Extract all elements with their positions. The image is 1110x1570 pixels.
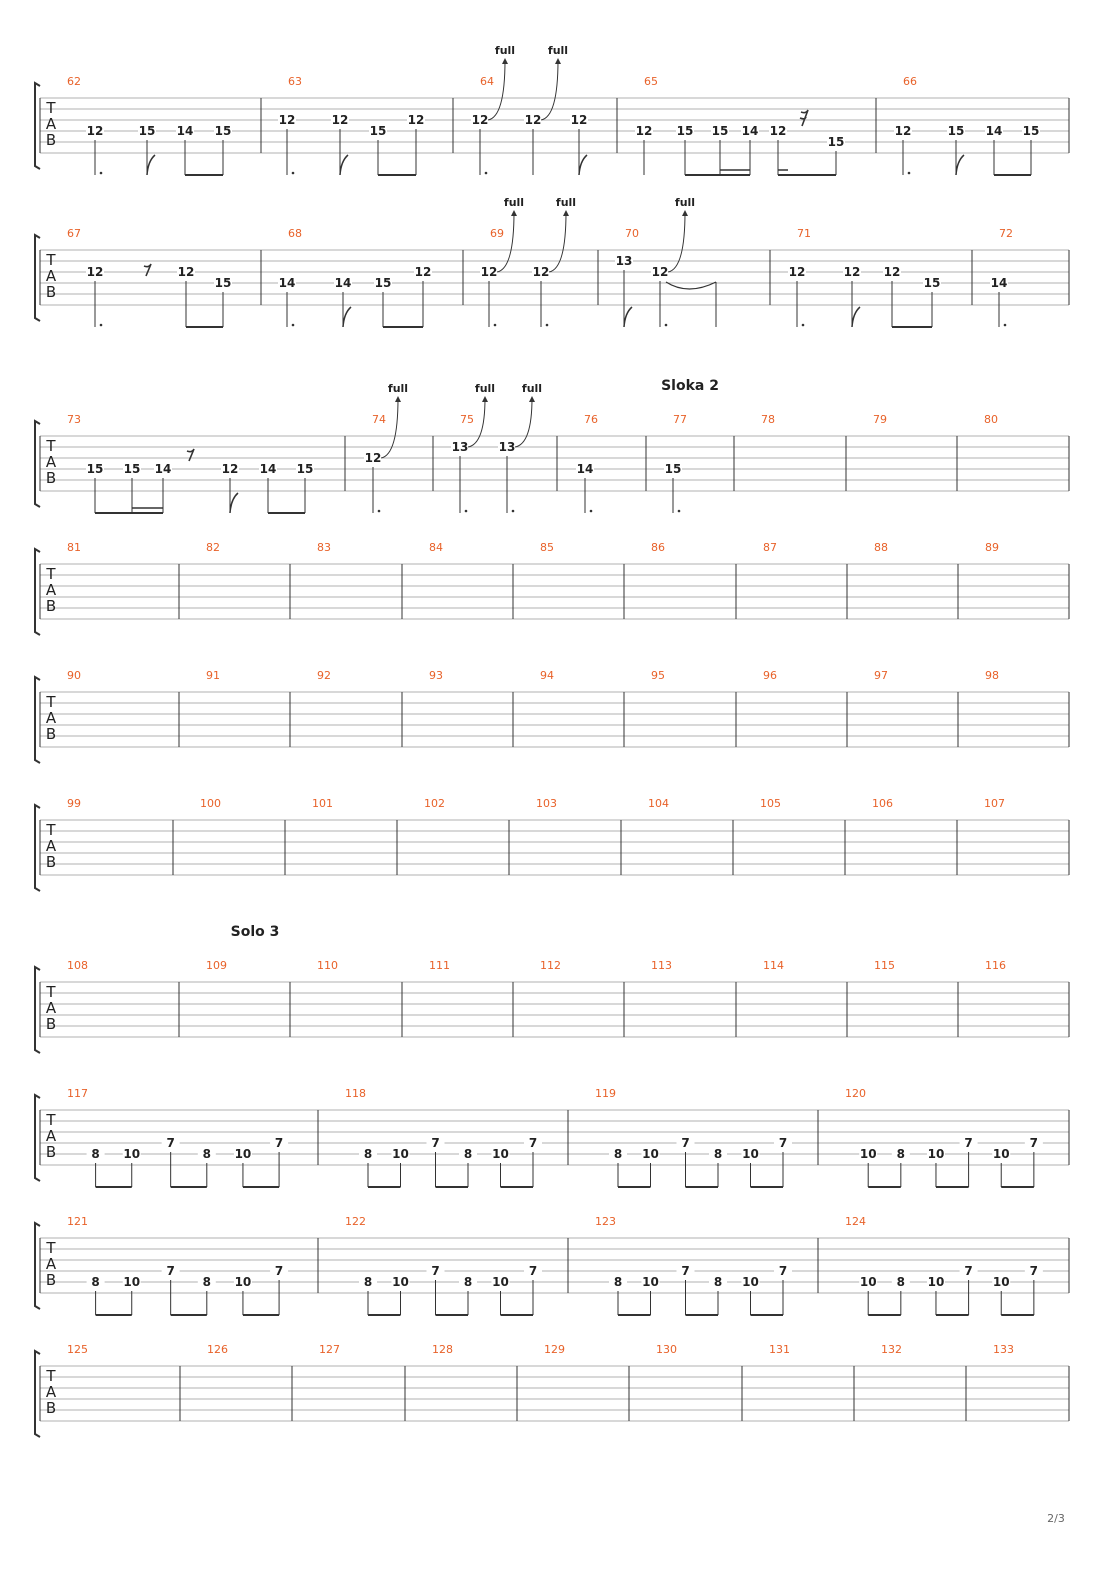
fret-number: 8	[896, 1147, 906, 1161]
fret-number: 12	[894, 124, 912, 138]
fret-number: 12	[414, 265, 432, 279]
fret-number: 10	[392, 1275, 409, 1289]
fret-number: 14	[576, 462, 594, 476]
tab-clef-letter: B	[45, 1015, 57, 1033]
measure-number: 107	[984, 797, 1005, 810]
fret-number: 14	[154, 462, 172, 476]
tab-clef-letter: A	[45, 1383, 57, 1401]
fret-number: 8	[463, 1275, 473, 1289]
bend-arrowhead-icon	[555, 58, 561, 64]
fret-number: 8	[202, 1275, 211, 1289]
system-bracket	[35, 1095, 40, 1181]
tab-clef-letter: B	[45, 1399, 57, 1417]
fret-number: 7	[528, 1136, 538, 1150]
bend-curve	[668, 212, 685, 272]
measure-number: 105	[760, 797, 781, 810]
bend-arrowhead-icon	[511, 210, 517, 216]
measure-number: 103	[536, 797, 557, 810]
fret-number: 14	[278, 276, 296, 290]
fret-number: 12	[524, 113, 542, 127]
fret-number: 14	[176, 124, 194, 138]
measure-number: 97	[874, 669, 888, 682]
fret-number: 14	[985, 124, 1003, 138]
measure-number: 68	[288, 227, 302, 240]
measure-number: 73	[67, 413, 81, 426]
fret-number: 12	[177, 265, 195, 279]
fret-number: 12	[788, 265, 806, 279]
measure-number: 129	[544, 1343, 565, 1356]
measure-number: 64	[480, 75, 494, 88]
tab-clef-letter: B	[45, 597, 57, 615]
note-flag	[230, 493, 238, 513]
bend-arrowhead-icon	[563, 210, 569, 216]
system-bracket	[35, 1351, 40, 1437]
fret-number: 10	[392, 1147, 409, 1161]
measure-number: 92	[317, 669, 331, 682]
tab-system	[35, 1343, 1069, 1437]
measure-number: 96	[763, 669, 777, 682]
bend-curve	[541, 60, 558, 120]
measure-number: 106	[872, 797, 893, 810]
measure-number: 91	[206, 669, 220, 682]
fret-number: 8	[896, 1275, 906, 1289]
bend-curve	[488, 60, 505, 120]
fret-number: 14	[741, 124, 759, 138]
tab-clef-letter: A	[45, 709, 57, 727]
dot	[292, 172, 295, 175]
tab-clef-letter: T	[46, 437, 56, 455]
fret-number: 12	[364, 451, 382, 465]
measure-number: 70	[625, 227, 639, 240]
measure-number: 121	[67, 1215, 88, 1228]
bend-arrowhead-icon	[682, 210, 688, 216]
tab-clef-letter: T	[46, 1239, 56, 1257]
fret-number: 10	[492, 1147, 509, 1161]
fret-number: 8	[363, 1275, 373, 1289]
bend-arrowhead-icon	[529, 396, 535, 402]
bend-label: full	[474, 382, 496, 395]
measure-number: 93	[429, 669, 443, 682]
fret-number: 8	[91, 1147, 100, 1161]
fret-number: 12	[407, 113, 425, 127]
fret-number: 10	[992, 1147, 1010, 1161]
fret-number: 10	[859, 1147, 877, 1161]
bend-arrowhead-icon	[395, 396, 401, 402]
measure-number: 122	[345, 1215, 366, 1228]
measure-number: 118	[345, 1087, 366, 1100]
bend-label: full	[547, 44, 569, 57]
tab-clef-letter: A	[45, 453, 57, 471]
fret-number: 7	[681, 1136, 690, 1150]
measure-number: 75	[460, 413, 474, 426]
fret-number: 10	[927, 1147, 945, 1161]
measure-number: 130	[656, 1343, 677, 1356]
fret-number: 7	[1029, 1136, 1039, 1150]
tab-clef-letter: B	[45, 1143, 57, 1161]
eighth-rest-icon	[144, 264, 151, 276]
fret-number: 12	[635, 124, 653, 138]
fret-number: 15	[214, 124, 232, 138]
section-label: Sloka 2	[661, 378, 719, 394]
fret-number: 7	[778, 1136, 788, 1150]
tab-system	[35, 44, 1069, 175]
page-number: 2/3	[1047, 1512, 1065, 1525]
measure-number: 87	[763, 541, 777, 554]
fret-number: 7	[166, 1136, 175, 1150]
measure-number: 104	[648, 797, 669, 810]
tab-clef-letter: B	[45, 469, 57, 487]
measure-number: 110	[317, 959, 338, 972]
fret-number: 8	[363, 1147, 373, 1161]
system-bracket	[35, 549, 40, 635]
fret-number: 15	[296, 462, 314, 476]
fret-number: 14	[990, 276, 1008, 290]
fret-number: 8	[202, 1147, 211, 1161]
measure-number: 77	[673, 413, 687, 426]
measure-number: 86	[651, 541, 665, 554]
measure-number: 84	[429, 541, 443, 554]
fret-number: 15	[374, 276, 392, 290]
measure-number: 123	[595, 1215, 616, 1228]
fret-number: 15	[711, 124, 729, 138]
measure-number: 66	[903, 75, 917, 88]
tab-clef-letter: T	[46, 1111, 56, 1129]
fret-number: 12	[570, 113, 588, 127]
measure-number: 74	[372, 413, 386, 426]
measure-number: 72	[999, 227, 1013, 240]
tab-clef-letter: A	[45, 837, 57, 855]
fret-number: 8	[613, 1147, 623, 1161]
fret-number: 12	[331, 113, 349, 127]
fret-number: 12	[221, 462, 239, 476]
fret-number: 15	[138, 124, 156, 138]
bend-curve	[497, 212, 514, 272]
fret-number: 7	[274, 1136, 284, 1150]
fret-number: 7	[528, 1264, 538, 1278]
fret-number: 15	[947, 124, 965, 138]
fret-number: 15	[827, 135, 845, 149]
tab-system	[35, 378, 1069, 513]
tab-clef-letter: B	[45, 725, 57, 743]
dot	[665, 324, 668, 327]
measure-number: 128	[432, 1343, 453, 1356]
tab-clef-letter: T	[46, 821, 56, 839]
fret-number: 8	[713, 1275, 723, 1289]
dot	[100, 172, 103, 175]
bend-arrowhead-icon	[482, 396, 488, 402]
eighth-rest-icon	[187, 449, 194, 461]
fret-number: 12	[86, 265, 104, 279]
system-bracket	[35, 967, 40, 1053]
measure-number: 83	[317, 541, 331, 554]
measure-number: 127	[319, 1343, 340, 1356]
measure-number: 101	[312, 797, 333, 810]
tab-system	[35, 1087, 1069, 1187]
tab-clef-letter: B	[45, 853, 57, 871]
fret-number: 7	[431, 1264, 440, 1278]
fret-number: 10	[234, 1275, 252, 1289]
tab-clef-letter: T	[46, 251, 56, 269]
fret-number: 15	[123, 462, 141, 476]
fret-number: 12	[843, 265, 861, 279]
fret-number: 10	[992, 1275, 1010, 1289]
measure-number: 126	[207, 1343, 228, 1356]
bend-curve	[381, 398, 398, 458]
fret-number: 8	[463, 1147, 473, 1161]
fret-number: 15	[369, 124, 387, 138]
fret-number: 14	[334, 276, 352, 290]
tab-clef-letter: T	[46, 1367, 56, 1385]
tab-clef-letter: A	[45, 1127, 57, 1145]
dot	[378, 510, 381, 513]
measure-number: 69	[490, 227, 504, 240]
tab-clef-letter: T	[46, 99, 56, 117]
fret-number: 10	[234, 1147, 252, 1161]
system-bracket	[35, 1223, 40, 1309]
measure-number: 131	[769, 1343, 790, 1356]
tab-system	[35, 797, 1069, 891]
bend-label: full	[555, 196, 577, 209]
section-label: Solo 3	[230, 924, 280, 940]
note-flag	[579, 155, 587, 175]
fret-number: 12	[651, 265, 669, 279]
tab-system	[35, 541, 1069, 635]
fret-number: 8	[613, 1275, 623, 1289]
dot	[465, 510, 468, 513]
tab-system	[35, 669, 1069, 763]
system-bracket	[35, 83, 40, 169]
measure-number: 79	[873, 413, 887, 426]
fret-number: 14	[259, 462, 277, 476]
fret-number: 7	[431, 1136, 440, 1150]
note-flag	[956, 155, 964, 175]
dot	[512, 510, 515, 513]
measure-number: 63	[288, 75, 302, 88]
tab-clef-letter: A	[45, 1255, 57, 1273]
fret-number: 13	[615, 254, 633, 268]
measure-number: 67	[67, 227, 81, 240]
measure-number: 99	[67, 797, 81, 810]
system-bracket	[35, 677, 40, 763]
dot	[494, 324, 497, 327]
fret-number: 10	[123, 1147, 141, 1161]
measure-number: 114	[763, 959, 784, 972]
tab-clef-letter: A	[45, 999, 57, 1017]
tab-system	[35, 196, 1069, 327]
fret-number: 12	[86, 124, 104, 138]
dot	[590, 510, 593, 513]
measure-number: 65	[644, 75, 658, 88]
note-flag	[147, 155, 155, 175]
fret-number: 12	[883, 265, 901, 279]
fret-number: 7	[274, 1264, 284, 1278]
measure-number: 62	[67, 75, 81, 88]
measure-number: 71	[797, 227, 811, 240]
tab-clef-letter: A	[45, 115, 57, 133]
bend-label: full	[503, 196, 525, 209]
measure-number: 89	[985, 541, 999, 554]
measure-number: 132	[881, 1343, 902, 1356]
measure-number: 85	[540, 541, 554, 554]
tab-clef-letter: T	[46, 693, 56, 711]
note-flag	[343, 307, 351, 327]
measure-number: 124	[845, 1215, 866, 1228]
bend-label: full	[674, 196, 696, 209]
tab-system	[35, 1215, 1069, 1315]
measure-number: 76	[584, 413, 598, 426]
dot	[546, 324, 549, 327]
tab-system	[35, 924, 1069, 1053]
measure-number: 82	[206, 541, 220, 554]
tab-clef-letter: T	[46, 983, 56, 1001]
fret-number: 12	[480, 265, 498, 279]
measure-number: 116	[985, 959, 1006, 972]
measure-number: 120	[845, 1087, 866, 1100]
fret-number: 10	[742, 1147, 759, 1161]
measure-number: 95	[651, 669, 665, 682]
fret-number: 10	[642, 1147, 659, 1161]
bend-curve	[549, 212, 566, 272]
measure-number: 90	[67, 669, 81, 682]
dot	[1004, 324, 1007, 327]
fret-number: 10	[123, 1275, 141, 1289]
fret-number: 15	[923, 276, 941, 290]
measure-number: 117	[67, 1087, 88, 1100]
tab-clef-letter: B	[45, 283, 57, 301]
tab-clef-letter: T	[46, 565, 56, 583]
measure-number: 78	[761, 413, 775, 426]
fret-number: 15	[1022, 124, 1040, 138]
fret-number: 10	[859, 1275, 877, 1289]
bend-curve	[515, 398, 532, 447]
fret-number: 12	[278, 113, 296, 127]
fret-number: 10	[927, 1275, 945, 1289]
fret-number: 15	[86, 462, 104, 476]
note-flag	[852, 307, 860, 327]
measure-number: 115	[874, 959, 895, 972]
bend-label: full	[494, 44, 516, 57]
fret-number: 8	[91, 1275, 100, 1289]
bend-arrowhead-icon	[502, 58, 508, 64]
dot	[100, 324, 103, 327]
fret-number: 10	[492, 1275, 509, 1289]
measure-number: 113	[651, 959, 672, 972]
note-flag	[624, 307, 632, 327]
measure-number: 109	[206, 959, 227, 972]
fret-number: 7	[778, 1264, 788, 1278]
fret-number: 8	[713, 1147, 723, 1161]
system-bracket	[35, 805, 40, 891]
measure-number: 112	[540, 959, 561, 972]
bend-label: full	[387, 382, 409, 395]
fret-number: 15	[664, 462, 682, 476]
measure-number: 100	[200, 797, 221, 810]
fret-number: 7	[681, 1264, 690, 1278]
tab-clef-letter: A	[45, 581, 57, 599]
system-bracket	[35, 235, 40, 321]
fret-number: 7	[1029, 1264, 1039, 1278]
fret-number: 10	[642, 1275, 659, 1289]
fret-number: 7	[166, 1264, 175, 1278]
bend-label: full	[521, 382, 543, 395]
measure-number: 88	[874, 541, 888, 554]
measure-number: 111	[429, 959, 450, 972]
fret-number: 13	[451, 440, 469, 454]
measure-number: 119	[595, 1087, 616, 1100]
tab-clef-letter: B	[45, 1271, 57, 1289]
fret-number: 7	[964, 1136, 973, 1150]
measure-number: 133	[993, 1343, 1014, 1356]
dot	[678, 510, 681, 513]
fret-number: 15	[676, 124, 694, 138]
tab-clef-letter: B	[45, 131, 57, 149]
measure-number: 94	[540, 669, 554, 682]
fret-number: 7	[964, 1264, 973, 1278]
measure-number: 108	[67, 959, 88, 972]
fret-number: 12	[769, 124, 787, 138]
sixteenth-rest-icon	[800, 110, 808, 126]
measure-number: 80	[984, 413, 998, 426]
measure-number: 125	[67, 1343, 88, 1356]
note-flag	[340, 155, 348, 175]
dot	[802, 324, 805, 327]
fret-number: 12	[532, 265, 550, 279]
measure-number: 81	[67, 541, 81, 554]
dot	[485, 172, 488, 175]
dot	[908, 172, 911, 175]
fret-number: 15	[214, 276, 232, 290]
fret-number: 10	[742, 1275, 759, 1289]
system-bracket	[35, 421, 40, 507]
fret-number: 13	[498, 440, 516, 454]
dot	[292, 324, 295, 327]
measure-number: 98	[985, 669, 999, 682]
measure-number: 102	[424, 797, 445, 810]
fret-number: 12	[471, 113, 489, 127]
tab-clef-letter: A	[45, 267, 57, 285]
